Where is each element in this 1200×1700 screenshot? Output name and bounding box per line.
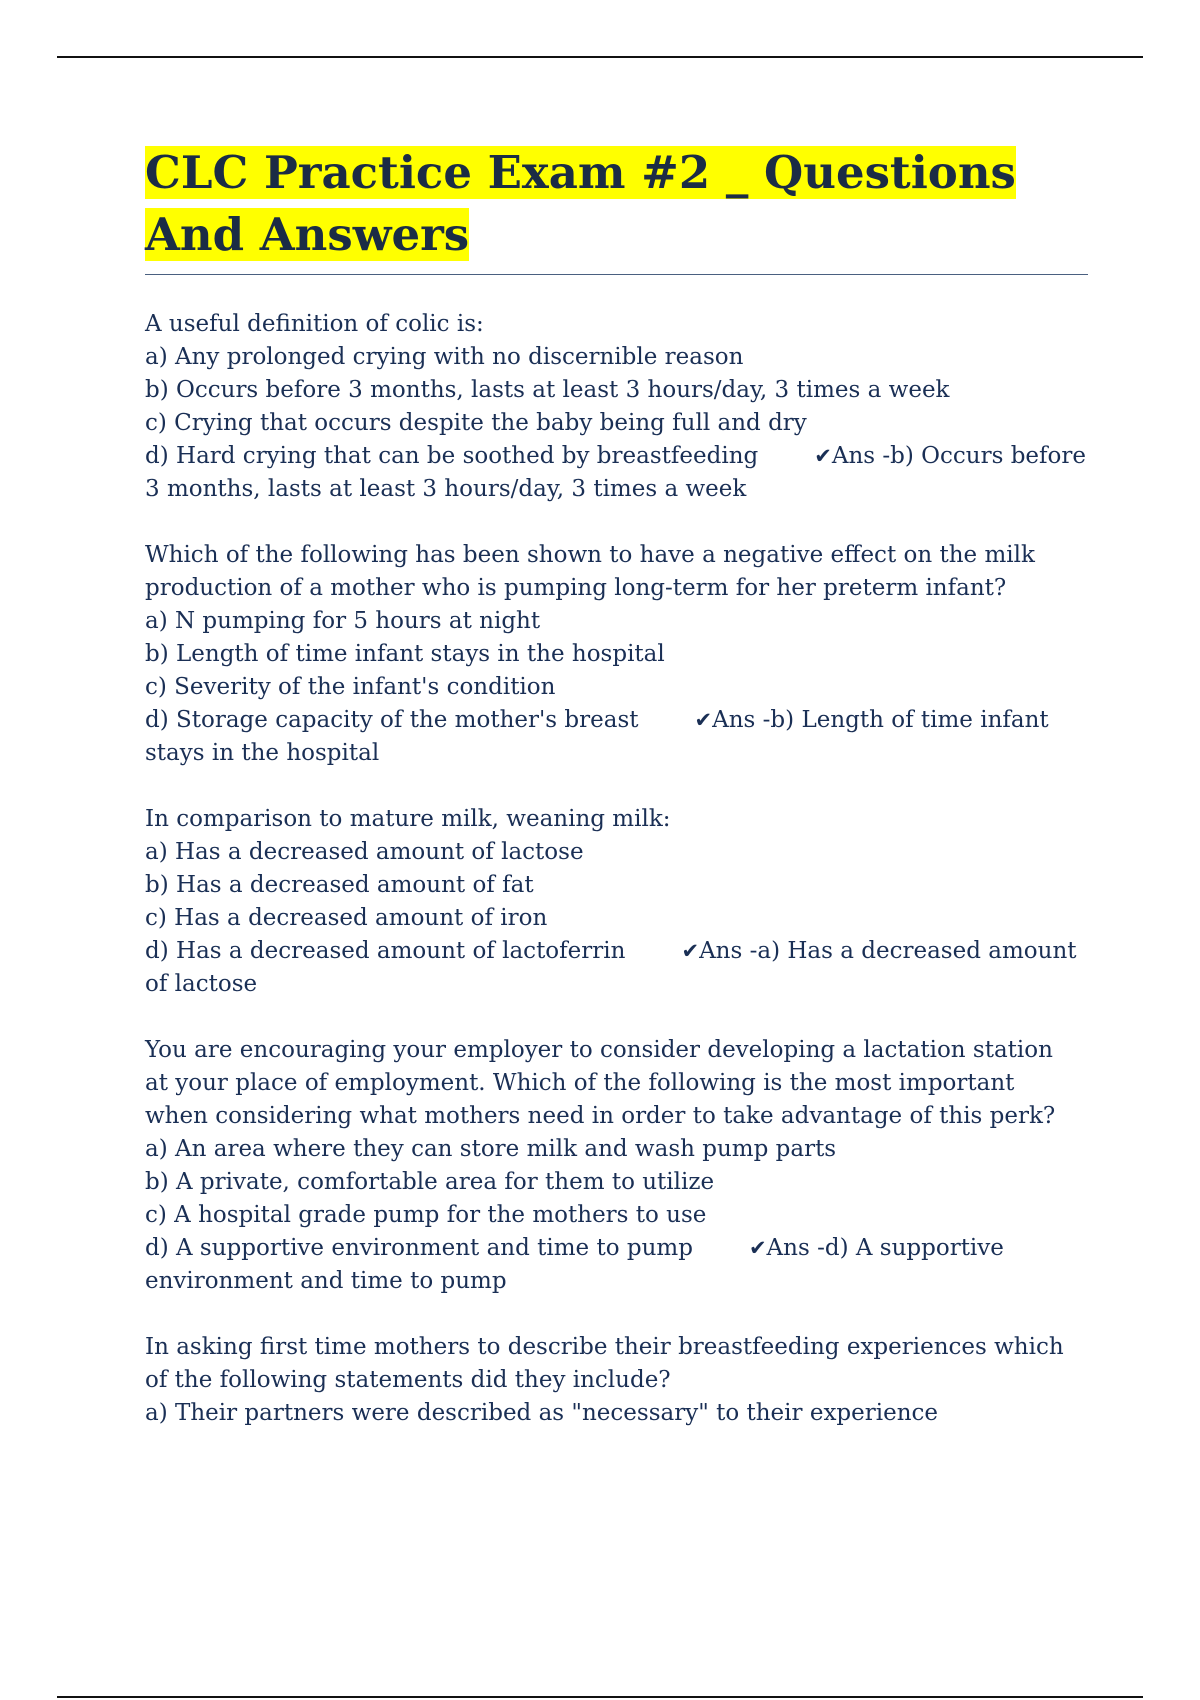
answer-option-with-key xyxy=(145,1232,1090,1298)
question-block xyxy=(145,539,1090,770)
document-title-text: CLC Practice Exam #2 _ Questions And Answers xyxy=(145,146,1016,261)
question-text: You are encouraging your employer to consider developing a lactation station xyxy=(145,1037,1053,1063)
answer-option: a) Has a decreased amount of lactose xyxy=(145,839,584,865)
question-text: Which of the following has been shown to have a negative effect on the milk xyxy=(145,542,1035,568)
checkmark-icon: ✔ xyxy=(748,1236,767,1260)
correct-answer: Ans -d) A supportive environment and time to pump xyxy=(145,1235,1004,1294)
checkmark-icon: ✔ xyxy=(694,708,713,732)
answer-option: b) A private, comfortable area for them to utilize xyxy=(145,1169,715,1195)
correct-answer: Ans -b) Length of time infant stays in the hospital xyxy=(145,707,1049,766)
answer-option: d) Hard crying that can be soothed by breastfeeding xyxy=(145,443,759,469)
answer-option: b) Length of time infant stays in the hospital xyxy=(145,641,665,667)
title-underline xyxy=(145,274,1088,275)
question-text: at your place of employment. Which of the following is the most important xyxy=(145,1070,1015,1096)
answer-option-with-key xyxy=(145,935,1090,1001)
question-block xyxy=(145,803,1090,1001)
answer-option-with-key xyxy=(145,704,1090,770)
question-text: In asking first time mothers to describe their breastfeeding experiences which xyxy=(145,1334,1064,1360)
answer-option: a) N pumping for 5 hours at night xyxy=(145,608,541,634)
header-rule xyxy=(57,56,1143,58)
answer-option: a) An area where they can store milk and wash pump parts xyxy=(145,1136,837,1162)
answer-option: d) Storage capacity of the mother's breast xyxy=(145,707,639,733)
answer-option: a) Their partners were described as "necessary" to their experience xyxy=(145,1400,939,1426)
question-text: A useful definition of colic is: xyxy=(145,311,484,337)
question-block xyxy=(145,308,1090,506)
answer-option: c) Crying that occurs despite the baby being full and dry xyxy=(145,410,807,436)
question-block xyxy=(145,1331,1090,1430)
answer-option: c) Severity of the infant's condition xyxy=(145,674,556,700)
checkmark-icon: ✔ xyxy=(681,939,700,963)
answer-option: b) Has a decreased amount of fat xyxy=(145,872,534,898)
answer-option: b) Occurs before 3 months, lasts at least 3 hours/day, 3 times a week xyxy=(145,377,950,403)
document-title xyxy=(145,142,1090,266)
question-block xyxy=(145,1034,1090,1298)
answer-option: d) A supportive environment and time to pump xyxy=(145,1235,693,1261)
answer-option: a) Any prolonged crying with no discernible reason xyxy=(145,344,744,370)
correct-answer: Ans -a) Has a decreased amount of lactose xyxy=(145,938,1077,997)
question-text: production of a mother who is pumping long-term for her preterm infant? xyxy=(145,575,1007,601)
footer-rule xyxy=(57,1696,1143,1698)
question-text: In comparison to mature milk, weaning milk: xyxy=(145,806,671,832)
question-text: when considering what mothers need in order to take advantage of this perk? xyxy=(145,1103,1056,1129)
answer-option-with-key xyxy=(145,440,1090,506)
question-text: of the following statements did they include? xyxy=(145,1367,671,1393)
checkmark-icon: ✔ xyxy=(814,444,832,468)
answer-option: c) Has a decreased amount of iron xyxy=(145,905,548,931)
answer-option: c) A hospital grade pump for the mothers to use xyxy=(145,1202,707,1228)
correct-answer: Ans -b) Occurs before 3 months, lasts at least 3 hours/day, 3 times a week xyxy=(145,443,1087,502)
document-page xyxy=(145,142,1090,1463)
question-list xyxy=(145,308,1090,1430)
answer-option: d) Has a decreased amount of lactoferrin xyxy=(145,938,626,964)
